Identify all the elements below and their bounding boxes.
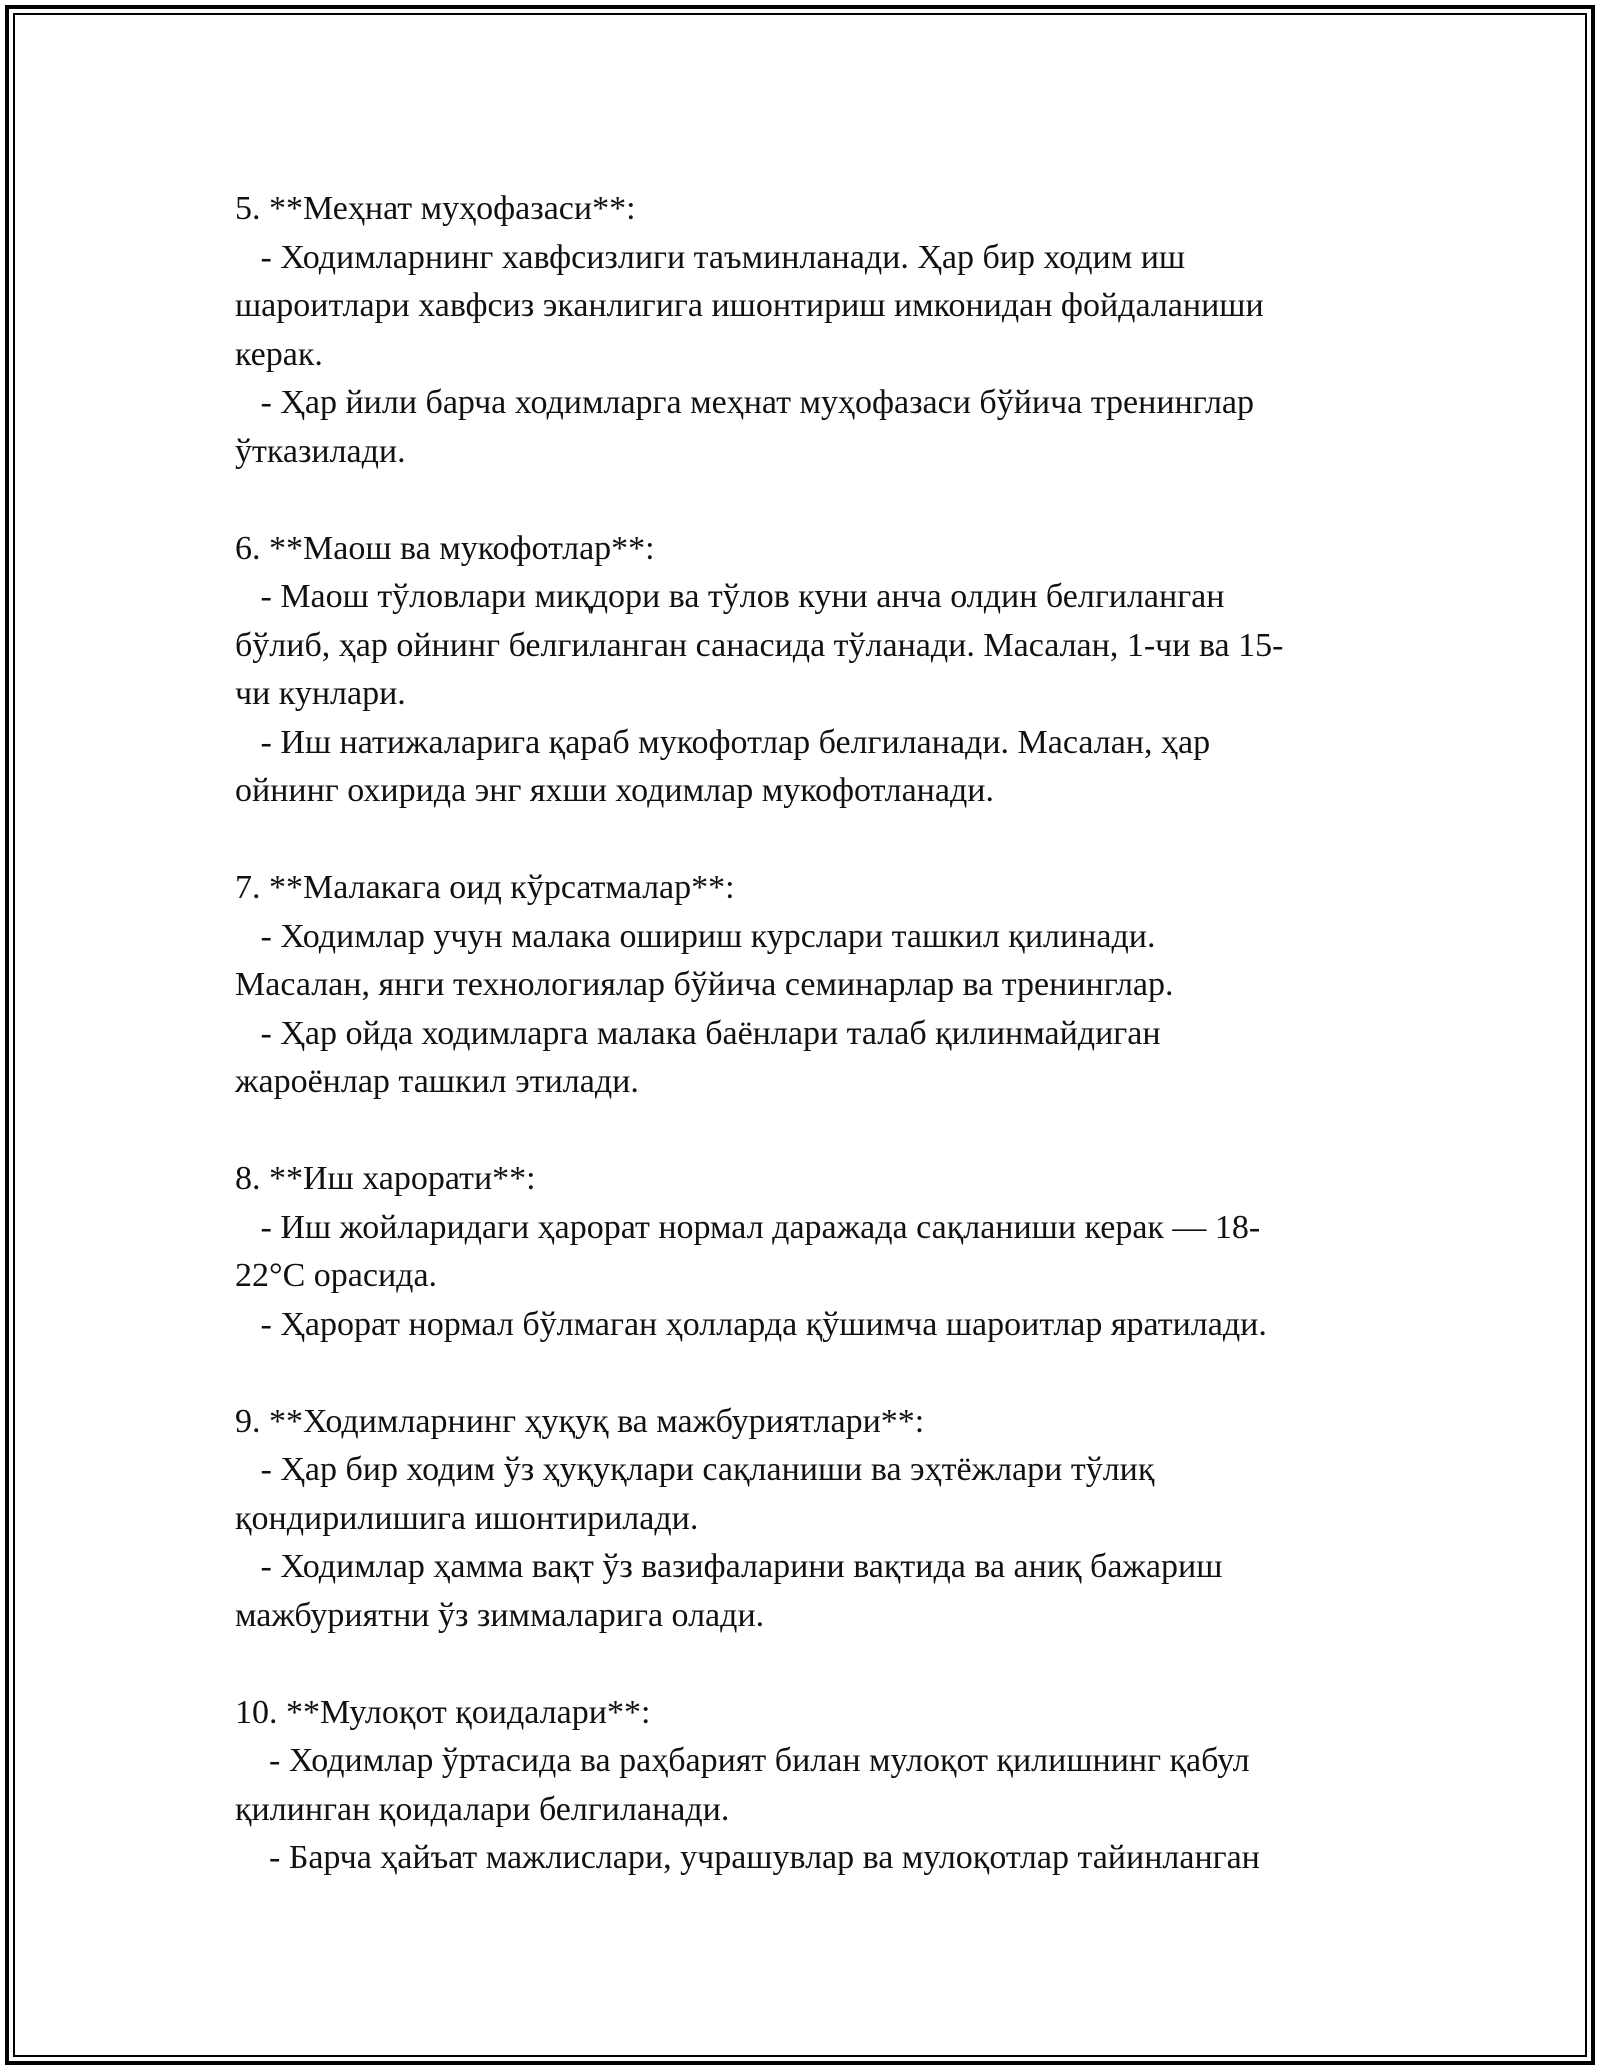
text-line: - Иш жойларидаги ҳарорат нормал даражада сақланиши керак — 18- — [235, 1208, 1261, 1246]
text-line: - Ҳарорат нормал бўлмаган ҳолларда қўшимча шароитлар яратилади. — [235, 1305, 1267, 1343]
text-line: - Барча ҳайъат мажлислари, учрашувлар ва мулоқотлар тайинланган — [235, 1839, 1260, 1876]
section-9-rights-duties — [235, 1398, 1395, 1641]
text-line: қилинган қоидалари белгиланади. — [235, 1790, 730, 1828]
text-line: керак. — [235, 335, 323, 373]
section-heading: 9. **Ходимларнинг ҳуқуқ ва мажбуриятлари**: — [235, 1402, 925, 1440]
text-line: ўтказилади. — [235, 432, 406, 470]
section-5-labor-protection — [235, 185, 1395, 476]
text-line: - Ходимлар ўртасида ва раҳбарият билан мулоқот қилишнинг қабул — [235, 1742, 1250, 1779]
text-line: - Иш натижаларига қараб мукофотлар белгиланади. Масалан, ҳар — [235, 723, 1211, 761]
text-line: Масалан, янги технологиялар бўйича семинарлар ва тренинглар. — [235, 966, 1174, 1003]
section-6-salary-bonuses — [235, 525, 1395, 816]
section-heading: 7. **Малакага оид кўрсатмалар**: — [235, 869, 735, 906]
section-heading: 8. **Иш харорати**: — [235, 1160, 536, 1197]
text-line: чи кунлари. — [235, 675, 406, 712]
text-line: - Ҳар ойда ходимларга малака баёнлари талаб қилинмайдиган — [235, 1014, 1161, 1052]
section-10-communication — [235, 1689, 1395, 1883]
text-line: - Ходимларнинг хавфсизлиги таъминланади. Ҳар бир ходим иш — [235, 238, 1186, 276]
text-line: - Ходимлар учун малака ошириш курслари ташкил қилинади. — [235, 917, 1156, 955]
text-line: - Маош тўловлари миқдори ва тўлов куни анча олдин белгиланган — [235, 578, 1225, 615]
text-line: бўлиб, ҳар ойнинг белгиланган санасида тўланади. Масалан, 1-чи ва 15- — [235, 626, 1284, 664]
section-heading: 6. **Маош ва мукофотлар**: — [235, 529, 655, 567]
section-7-qualification — [235, 864, 1395, 1107]
text-line: мажбуриятни ўз зиммаларига олади. — [235, 1596, 765, 1634]
section-8-work-temperature — [235, 1155, 1395, 1349]
text-line: жароёнлар ташкил этилади. — [235, 1063, 639, 1100]
text-line: - Ҳар бир ходим ўз ҳуқуқлари сақланиши ва эҳтёжлари тўлиқ — [235, 1451, 1155, 1488]
text-line: - Ҳар йили барча ходимларга меҳнат муҳофазаси бўйича тренинглар — [235, 384, 1255, 421]
section-heading: 10. **Мулоқот қоидалари**: — [235, 1693, 651, 1731]
text-line: қондирилишига ишонтирилади. — [235, 1499, 699, 1537]
section-heading: 5. **Меҳнат муҳофазаси**: — [235, 190, 636, 227]
document-body — [235, 185, 1395, 1931]
text-line: - Ходимлар ҳамма вақт ўз вазифаларини вақтида ва аниқ бажариш — [235, 1548, 1223, 1585]
text-line: шароитлари хавфсиз эканлигига ишонтириш имконидан фойдаланиши — [235, 287, 1264, 324]
text-line: ойнинг охирида энг яхши ходимлар мукофотланади. — [235, 772, 994, 809]
text-line: 22°C орасида. — [235, 1257, 438, 1294]
